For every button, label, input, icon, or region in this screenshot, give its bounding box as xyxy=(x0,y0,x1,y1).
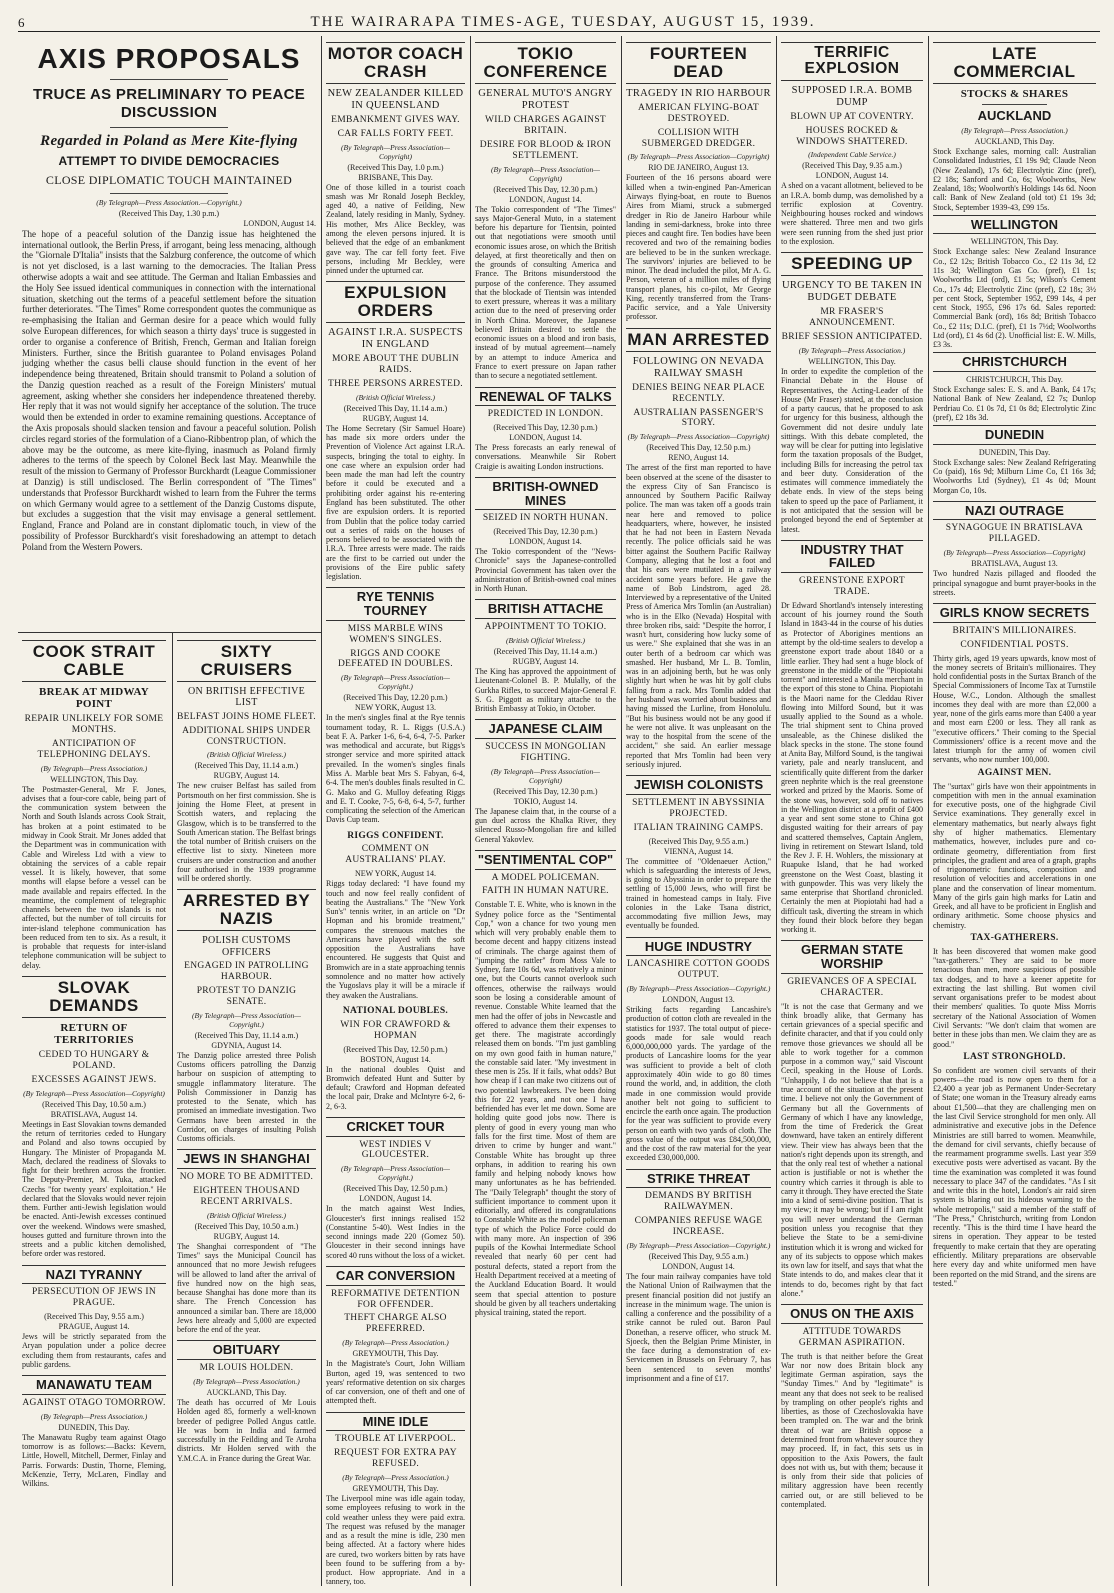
wellington-body: Stock Exchange sales: New Zealand Insurance Co., £2 12s; British Tobacco Co., £2 11s 3d, £2 11s 3d; Wellington Gas Co. (pref), £1 1s; Woolworths Ltd (ord), £1 5s; Wilson's Cement Co., 17s 4d; Electrolytic Zinc (pref), £2 18s; 3½ per cent Stock, September 1952, £99 14s, 4 per cent Stock, 1955, £96 17s 6d. Sales reported: Commercial Bank (ord), 16s 8d; British Tobacco Co., £2 11s; D.I.C. (pref), £1 1s 7½d; Woolworths Ltd (ord), £1 4s 6d (2). Unofficial list: E. W. Mills, £3 3s. xyxy=(933,247,1096,350)
rye-received: (Received This Day, 12.20 p.m.) xyxy=(343,693,448,703)
manawatu-headline: MANAWATU TEAM xyxy=(22,1375,166,1395)
renewal-headline: RENEWAL OF TALKS xyxy=(475,387,616,407)
slovak-dateline: BRATISLAVA, August 14. xyxy=(50,1109,138,1119)
doubles-headline: NATIONAL DOUBLES. xyxy=(342,1005,449,1016)
strike-headline: STRIKE THREAT xyxy=(626,1169,771,1189)
girls-sub3: AGAINST MEN. xyxy=(977,767,1052,778)
slovak-body: Meetings in East Slovakian towns demanded the return of territories ceded to Hungary and Poland and also towns occupied by Hungary. The Minister of Propaganda M. Mach, declared the readiness of Slovaks to fight for their brethren across the frontier. The Deputy-Premier, M. Tuka, attacked Czechs "for twenty years' exploitation." He declared that the Slovaks would never rejoin them. Further anti-Jewish legislation would be enacted. Anti-Jewish excesses continued over the weekend. Windows were smashed, houses gutted and furniture thrown into the streets and a public kitchen demolished, before order was restored. xyxy=(22,1119,166,1259)
cop-sub2: FAITH IN HUMAN NATURE. xyxy=(482,886,609,897)
speeding-headline: SPEEDING UP xyxy=(781,252,923,276)
cook-byline: (By Telegraph—Press Association.) xyxy=(40,763,148,773)
doubles-article xyxy=(326,1006,465,1111)
masthead xyxy=(18,10,1100,32)
dunedin-dateline: DUNEDIN, This Day. xyxy=(978,447,1051,457)
speeding-body: In order to expedite the completion of the Financial Debate in the House of Representatives, the Acting-Leader of the House (Mr Fraser) stated, at the conclusion of a party caucus, that he proposed to ask for urgency for this business, although the Government did not desire unduly late sittings. With this debate completed, the way will be clear for putting into legislative form the taxation proposals of the Budget, including Bills for increasing the petrol tax and beer duty. Consideration of the estimates will commence immediately the debate ends. In view of the steps being taken to speed up the pace of Parliament, it is not anticipated that the session will be prolonged beyond the end of September at latest. xyxy=(781,367,923,534)
nazityranny-body: Jews will be strictly separated from the Aryan population under a police decree excluding them from restaurants, cafes and public gardens. xyxy=(22,1332,166,1369)
christchurch-dateline: CHRISTCHURCH, This Day. xyxy=(966,375,1063,385)
expulsion-byline: (British Official Wireless.) xyxy=(355,392,436,402)
tokio-sub2: WILD CHARGES AGAINST BRITAIN. xyxy=(484,114,607,136)
industry-sub1: GREENSTONE EXPORT TRADE. xyxy=(799,576,905,597)
cricket-article xyxy=(326,1117,465,1260)
motor-dateline: BRISBANE, This Day. xyxy=(358,172,433,182)
slovak-received: (Received This Day, 10.50 a.m.) xyxy=(42,1099,146,1109)
arrestnazi-sub2: ENGAGED IN PATROLLING HARBOUR. xyxy=(184,961,309,982)
renewal-dateline: LONDON, August 14. xyxy=(509,433,582,443)
arrested-sub2: DENIES BEING NEAR PLACE RECENTLY. xyxy=(632,382,765,404)
fourteen-body: Fourteen of the 16 persons aboard were killed when a twin-engined Pan-American Airways flying-boat, en route to Buenos Aires from Miami, struck a submerged dredger in Rio de Janeiro Harbour while landing in semi-darkness, broke into three pieces and caught fire. Ten bodies have been recovered and two of the remaining bodies are believed to be in the sunken wreckage. The survivors' injuries are believed to be minor. The dead included the pilot, Mr A. G. Person, veteran of a million miles of flying transport planes, his co-pilot, Mr George King, recently transferred from the Trans-Pacific service, and a Yale University professor. xyxy=(626,173,771,322)
latecom-article xyxy=(933,42,1096,495)
attache-body: The King has approved the appointment of Lieutenant-Colonel B. P. Mulally, of the Gurkha Rifles, to succeed Major-General F. S. G. Piggott as military attache to the British Embassy at Tokio, in October. xyxy=(475,667,616,714)
fourteen-sub3: COLLISION WITH SUBMERGED DREDGER. xyxy=(641,127,756,149)
nazioutrage-headline: NAZI OUTRAGE xyxy=(933,501,1096,521)
axis-sub4: CLOSE DIPLOMATIC TOUCH MAINTAINED xyxy=(45,172,293,187)
arrested-body: The arrest of the first man reported to have been observed at the scene of the disaster to the express City of San Francisco is announced by Southern Pacific Railway police. The man was taken off a goods train near here and removed to police headquarters, where, however, he insisted that he had not been in Eastern Nevada recently. The police officials said he was bitter against the Southern Pacific Railway Company, alleging that he lost a foot and that his ears were mutilated in a railway accident some years before. He gave the name of Bob Lindstrom, aged 28. Interviewed by a representative of the United Press of America Mrs Tomlin (an Australian) who is in the Elko (Nevada) Hospital with three broken ribs, said: "Despite the horror, I wasn't hurt, considering how lucky some of us were." She explained that she was in an outer berth of a bedroom car which was smashed. Her husband, Mr L. B. Tomlin, was in an adjoining berth, but he was only slightly hurt when he was hit by golf clubs falling from a rack. Mrs Tomlin added that her husband was worried about business and having missed the Lurline, from Honolulu. "But his business would not be any good if he were not alive. It was unpleasant on the way to the hospital from the scene of the accident," she said. An earlier message reported that Mrs Tomlin had been very seriously injured. xyxy=(626,463,771,769)
huge-sub1: LANCASHIRE COTTON GOODS OUTPUT. xyxy=(627,959,770,981)
axis-sub2: Regarded in Poland as Mere Kite-flying xyxy=(40,132,298,149)
riggs-article xyxy=(326,831,465,1000)
nazityranny-headline: NAZI TYRANNY xyxy=(22,1265,166,1285)
sixty-body: The new cruiser Belfast has sailed from Portsmouth on her first commission. She is joining the Home Fleet, at present in Scottish waters, and replacing the Glasgow, which is to be transferred to the South American station. The Belfast brings the total number of British cruisers on the effective list to sixty. Nineteen more cruisers are under construction and another four authorised in the 1939 programme will be ordered shortly. xyxy=(177,781,316,884)
onus-body: The truth is that neither before the Great War nor now does Britain block any legitimate German aspiration, says the "Sunday Times." And by "legitimate" is meant any that does not seek to be realised by trampling on other people's rights and liberties, as those of Czechoslovakia have been trampled on. The war and the brink threat of war are British oppose a determined front from whatever source they may proceed. If, in fact, this sets us in opposition to the Axis Powers, the fault does not with us, but with them; because it is only from their side that policies of military aggression have been recently carried out, or are still believed to be contemplated. xyxy=(781,1351,923,1509)
attache-headline: BRITISH ATTACHE xyxy=(475,599,616,619)
rye-sub2: RIGGS AND COOKE DEFEATED IN DOUBLES. xyxy=(338,648,453,670)
axis-sub1: TRUCE AS PRELIMINARY TO PEACE DISCUSSION xyxy=(32,86,306,121)
japclaim-byline: (By Telegraph—Press Association—Copyright) xyxy=(491,766,600,785)
column-4 xyxy=(471,38,620,1586)
slovak-sub1: RETURN OF TERRITORIES xyxy=(54,1021,134,1047)
german-sub1: GRIEVANCES OF A SPECIAL CHARACTER. xyxy=(787,976,917,998)
industry-article xyxy=(781,540,923,935)
cook-sub1: BREAK AT MIDWAY POINT xyxy=(38,685,150,711)
column-6 xyxy=(777,38,927,1586)
motor-article xyxy=(326,42,465,275)
sixty-dateline: RUGBY, August 14. xyxy=(213,771,280,781)
axis-sub3: ATTEMPT TO DIVIDE DEMOCRACIES xyxy=(58,154,280,169)
motor-body: One of those killed in a tourist coach smash was Mr Ronald Joseph Beckley, aged 40, a native of Feilding, New Zealand, lately residing in Manly, Sydney. His mother, Mrs Alice Beckley, was among the eleven persons injured. It is believed that the edge of an embankment gave way. The car fell forty feet. Five persons, including Mr Beckley, were pinned under the upturned car. xyxy=(326,182,465,276)
speeding-article xyxy=(781,252,923,534)
shanghai-sub2: EIGHTEEN THOUSAND RECENT ARRIVALS. xyxy=(193,1185,300,1207)
german-article xyxy=(781,940,923,1298)
carconv-article xyxy=(326,1266,465,1406)
mine-dateline: GREYMOUTH, This Day. xyxy=(352,1484,439,1494)
shanghai-sub1: NO MORE TO BE ADMITTED. xyxy=(179,1172,314,1183)
tokio-body: The Tokio correspondent of "The Times" says Major-General Muto, in a statement before his departure for Tientsin, pointed out that negotiations were smooth until economic issues arose, on which the British delayed, at first theoretically and then on the grounds of consulting America and France. The Britons misunderstood the purpose of the conference. They assumed that the blockade of Tientsin was intended to exert pressure, whereas it was a military action due to the need of preserving order in North China. Moreover, the Japanese believed Britain desired to settle the economic issues on a blood and iron basis, instead of by mutual agreement—namely by an attempt to induce America and France to exert pressure on Japan rather than to secure a negotiated settlement. xyxy=(475,204,616,381)
cop-article xyxy=(475,850,616,1317)
fourteen-byline: (By Telegraph—Press Association—Copyright) xyxy=(627,152,770,162)
shanghai-byline: (British Official Wireless.) xyxy=(206,1210,287,1220)
latecom-headline: LATE COMMERCIAL xyxy=(933,42,1096,84)
carconv-byline: (By Telegraph—Press Association.) xyxy=(342,1338,449,1348)
carconv-sub1: REFORMATIVE DETENTION FOR OFFENDER. xyxy=(331,1288,460,1310)
jewish-dateline: VIENNA, August 14. xyxy=(663,846,734,856)
girls-sub2: CONFIDENTIAL POSTS. xyxy=(960,639,1069,650)
obituary-byline: (By Telegraph—Press Association.) xyxy=(193,1377,300,1387)
sixty-sub1: ON BRITISH EFFECTIVE LIST xyxy=(187,685,306,709)
slovak-sub2: CEDED TO HUNGARY & POLAND. xyxy=(38,1049,150,1071)
girls-article xyxy=(933,603,1096,1288)
jewish-sub1: SETTLEMENT IN ABYSSINIA PROJECTED. xyxy=(632,797,765,819)
nazityranny-article xyxy=(22,1265,166,1370)
girls-sub5: LAST STRONGHOLD. xyxy=(963,1051,1066,1062)
expulsion-article xyxy=(326,281,465,581)
attache-byline: (British Official Wireless.) xyxy=(505,636,586,645)
arrestnazi-sub3: PROTEST TO DANZIG SENATE. xyxy=(196,985,297,1007)
sixty-article xyxy=(177,640,316,883)
cook-dateline: WELLINGTON, This Day. xyxy=(50,774,138,784)
jewish-headline: JEWISH COLONISTS xyxy=(626,775,771,795)
axis-received: (Received This Day, 1.30 p.m.) xyxy=(118,208,220,218)
expulsion-headline: EXPULSION ORDERS xyxy=(326,281,465,323)
divider xyxy=(110,127,228,128)
sixty-sub2: BELFAST JOINS HOME FLEET. xyxy=(177,711,316,722)
arrestnazi-byline: (By Telegraph—Press Association—Copyright.) xyxy=(192,1010,301,1029)
huge-byline: (By Telegraph—Press Association—Copyright.) xyxy=(626,984,771,994)
nazioutrage-body: Two hundred Nazis pillaged and flooded the principal synagogue and burnt prayer-books in the streets. xyxy=(933,569,1096,597)
japclaim-article xyxy=(475,719,616,844)
speeding-sub1: URGENCY TO BE TAKEN IN BUDGET DEBATE xyxy=(781,280,923,304)
christchurch-heading: CHRISTCHURCH xyxy=(933,352,1096,372)
industry-headline: INDUSTRY THAT FAILED xyxy=(781,540,923,573)
britowned-article xyxy=(475,477,616,594)
britowned-received: (Received This Day, 12.30 p.m.) xyxy=(493,527,598,537)
industry-body: Dr Edward Shortland's intensely interesting account of his journey round the South Island in 1843-44 in the course of his duties as Protector of Aborigines mentions an attempt by the old-time sealers to develop a greenstone export trade about 1840 or a little earlier. They had sent a huge block of greenstone in the middle of the "Piopiotahi torrent" and interested a Manila merchant in the export of this stone to China. Piopiotahi is the Maori name for the Cleddau River flowing into Milford Sound, but it was usually applied to the Sound as a whole. The trial shipment sent to China proved unsaleable, as the Chinese disliked the black specks in the stone. The stone found at Anita Bay, Milford Sound, is the tangiwai variety, pale and nearly translucent, and scientifically quite different from the darker green nephrite which is the real greenstone worked and prized by the Maoris. Some of the stone was, however, sold off to natives in the Wellington district at a profit of £400 a year and sent some stone to China got disgusted waiting for their arrears of pay and scattered themselves, Captain Anglem, living in retirement on Stewart Island, told the Rev J. F. H. Wohlers, the missionary at Ruapuke Island, that he had worked greenstone on the West Coast, blasting it with gunpowder. This was very likely the same enterprise that Shortland chronicled. Certainly the men at Piopiotahi had had a difficult task, diverting the stream in which they found their block before they began working it. xyxy=(781,600,923,935)
cop-sub1: A MODEL POLICEMAN. xyxy=(491,872,600,883)
divider xyxy=(982,104,1047,105)
axis-dateline: LONDON, August 14. xyxy=(243,218,316,228)
slovak-article xyxy=(22,976,166,1259)
expulsion-body: The Home Secretary (Sir Samuel Hoare) has made six more orders under the Prevention of Violence Act against I.R.A. suspects, bringing the total to eighty. In one case where an expulsion order had been made the man had left the country before it could be executed and a prohibiting order against his re-entering England has been substituted. The other five are expulsion orders. It is reported from Dublin that the police today carried out a series of raids on the houses of persons believed to be associated with the I.R.A. Three arrests were made. The raids are the first to be carried out under the provisions of the Eire public safety legislation. xyxy=(326,423,465,582)
speeding-sub3: BRIEF SESSION ANTICIPATED. xyxy=(781,332,923,343)
sixty-byline: (British Official Wireless.) xyxy=(206,750,287,760)
jewish-article xyxy=(626,775,771,931)
terrific-article xyxy=(781,42,923,246)
cricket-body: In the match against West Indies, Gloucester's first innings realised 152 (Constantine 5-40). West Indies in the second innings made 220 (Gomez 50). Gloucester in their second innings have scored 40 runs without the loss of a wicket. xyxy=(326,1204,465,1260)
arrestnazi-dateline: GDYNIA, August 14. xyxy=(211,1040,282,1050)
arrested-dateline: RENO, August 14. xyxy=(668,453,729,463)
mine-sub2: REQUEST FOR EXTRA PAY REFUSED. xyxy=(334,1448,457,1470)
shanghai-dateline: RUGBY, August 14. xyxy=(213,1231,280,1241)
shanghai-body: The Shanghai correspondent of "The Times" says the Municipal Council has announced that no more Jewish refugees will be allowed to land after the arrival of five hundred now on the high seas, because Shanghai has done more than its share. The French Concession has announced a similar ban. There are 18,000 Jews here already and 5,000 are expected before the end of the year. xyxy=(177,1241,316,1335)
shanghai-headline: JEWS IN SHANGHAI xyxy=(177,1149,316,1169)
carconv-body: In the Magistrate's Court, John William Burton, aged 19, was sentenced to two years' reformative detention on six charges of car conversion, one of theft and one of attempted theft. xyxy=(326,1359,465,1406)
latecom-sub1: STOCKS & SHARES xyxy=(960,87,1069,100)
fourteen-sub1: TRAGEDY IN RIO HARBOUR xyxy=(626,87,771,99)
fourteen-sub2: AMERICAN FLYING-BOAT DESTROYED. xyxy=(638,102,759,124)
terrific-sub3: HOUSES ROCKED & WINDOWS SHATTERED. xyxy=(796,125,908,147)
cricket-byline: (By Telegraph—Press Association—Copyright.) xyxy=(341,1164,450,1183)
arrested-headline: MAN ARRESTED xyxy=(626,328,771,352)
arrestnazi-body: The Danzig police arrested three Polish Customs officers patrolling the Danzig harbour on suspicion of attempting to smuggle inflammatory literature. The Polish Commissioner in Danzig has protested to the Senate, which has promised an immediate investigation. Two Germans have been arrested in the Corridor, on charges of insulting Polish Customs officials. xyxy=(177,1050,316,1144)
japclaim-received: (Received This Day, 12.30 p.m.) xyxy=(493,786,598,796)
axis-body: The hope of a peaceful solution of the Danzig issue has heightened the international outlook, the Berlin Press, if arrogant, being less menacing, although the "Giornale D'Italia" insists that the Salzburg conference, the outcome of which is not yet disclosed, is a last warning to the democracies. The Italian Press otherwise adopts a wait and see attitude. The German and Italian Embassies and the Holy See issued identical communiques in connection with the international situation, sketching out the terms of a peaceful settlement before the situation further deteriorates. "The Times" Rome correspondent quotes the communique as re-emphasising the Italian and German desire for a peace which would fully solve European differences, for which season a thirty days' truce is suggested in order to organise a conference of British, French, German and Italian foreign Ministers. Further, since the British guarantee to Poland envisages Poland judging whether the casus belli clause should function in the event of her independence being threatened, Britain should transmit to Poland a solution of the Danzig question reached as a result of the Foreign Ministers' mutual agreement, asking whether she considers her independence threatened thereby. Her reply that it was not would signify her acceptance of the solution. The truce would then be extended in order to examine remaining questions. Acceptance of the Axis proposals should slacken tension and favour a peaceful solution. Polish circles regard stories of the formulation of a Ciano-Ribbentrop plan, of which the above may be the outcome, as mere kite-flying, inasmuch as Poland firmly adheres to the terms of the speech by Colonel Beck last May. Meanwhile the result of the mission to Germany of Professor Burckhardt (League Commissioner at Danzig) is still undisclosed. The Berlin correspondent of "The Times" understands that Professor Burckhardt wished to learn from the Fuhrer the terms on which Germany would agree to a settlement of the Danzig Customs dispute, but excludes a suggestion that the visit may envisage a general settlement. England, France and Poland are in constant diplomatic touch, in view of the possibility of Professor Burckhardt's visit foreshadowing an attempt to detach Poland from the Western Powers. xyxy=(22,228,316,552)
doubles-dateline: BOSTON, August 14. xyxy=(360,1054,431,1064)
shanghai-article xyxy=(177,1149,316,1334)
onus-headline: ONUS ON THE AXIS xyxy=(781,1304,923,1324)
terrific-dateline: LONDON, August 14. xyxy=(815,171,889,181)
tokio-byline: (By Telegraph—Press Association—Copyright) xyxy=(491,164,600,183)
christchurch-body: Stock Exchange sales: E. S. and A. Bank, £4 17s; National Bank of New Zealand, £2 7s; Dunlop Perdriau Co. £1 0s 7d, £1 0s 8d; Electrolytic Zinc (pref), £2 18s 3d. xyxy=(933,385,1096,422)
arrestnazi-headline: ARRESTED BY NAZIS xyxy=(177,889,316,931)
arrestnazi-received: (Received This Day, 11.14 a.m.) xyxy=(194,1030,299,1040)
auckland-dateline: AUCKLAND, This Day. xyxy=(974,136,1055,146)
doubles-body: In the national doubles Quist and Bromwich defeated Hunt and Sutter by default; Crawford and Hopman defeated the local pair, Drake and McIntyre 6-2, 6-2, 6-3. xyxy=(326,1064,465,1111)
newspaper-title: THE WAIRARAPA TIMES-AGE, TUESDAY, AUGUST 15, 1939. xyxy=(310,14,816,30)
cook-body: The Postmaster-General, Mr F. Jones, advises that a four-core cable, being part of the communication system between the North and South Islands across Cook Strait, has broken at a point estimated to be midway in Cook Strait. Mr Jones added that the Department was in communication with Cable and Wireless Ltd with a view to obtaining the services of a cable repair vessel. It is likely, however, that some months will elapse before a vessel can be made available and repairs effected. In the meantime, the complement of telegraphic channels between the two islands is not affected, but the number of toll circuits for inter-island telephone communication has been reduced from ten to six. As a result, it is probable that requests for inter-island telephone communication will be subject to delay. xyxy=(22,784,166,970)
nazityranny-sub1: PERSECUTION OF JEWS IN PRAGUE. xyxy=(31,1287,157,1309)
strike-article xyxy=(626,1169,771,1384)
terrific-body: A shed on a vacant allotment, believed to be an I.R.A. bomb dump, was demolished by a terrific explosion at Coventry. Neighbouring houses rocked and windows were shattered. Three men and two girls were seen running from the shed just prior to the explosion. xyxy=(781,181,923,247)
huge-headline: HUGE INDUSTRY xyxy=(626,937,771,957)
nazityranny-dateline: PRAGUE, August 14. xyxy=(58,1322,130,1332)
manawatu-body: The Manawatu Rugby team against Otago tomorrow is as follows:—Backs: Kevern, Little, Howell, Mitchell, Dermer, Finlay and Parris. Forwards: Dustin, Thorne, Fleming, McKenzie, Terry, McLaren, Findlay and Wilkins. xyxy=(22,1432,166,1489)
rye-headline: RYE TENNIS TOURNEY xyxy=(326,587,465,620)
motor-received: (Received This Day, 1.0 p.m.) xyxy=(347,162,444,172)
girls-body: Thirty girls, aged 19 years upwards, know most of the money secrets of Britain's millionaires. They hold confidential posts in the Surtax Branch of the Special Commissioners of Income Tax at Turnstile House, W.C., London. Although the smallest incomes they deal with are more than £2,000 a year, none of the girls earns more than £400 a year and most earn £200 or less. They all rank as "executive officers." Their coming to the Special Commissioners' office is a recent move and the latest triumph for the army of women civil servants, who now number 100,000. xyxy=(933,653,1096,765)
cop-headline: "SENTIMENTAL COP" xyxy=(475,850,616,870)
doubles-sub1: WIN FOR CRAWFORD & HOPMAN xyxy=(340,1019,451,1041)
terrific-sub2: BLOWN UP AT COVENTRY. xyxy=(790,111,914,122)
attache-dateline: RUGBY, August 14. xyxy=(512,657,579,666)
girls-sub4: TAX-GATHERERS. xyxy=(970,932,1059,943)
speeding-sub2: MR FRASER'S ANNOUNCEMENT. xyxy=(809,307,895,329)
huge-article xyxy=(626,937,771,1163)
britowned-dateline: LONDON, August 14. xyxy=(509,537,582,547)
german-body: "It is not the case that Germany and we think broadly alike, that Germany has certain grievances of a special specific and definite character, and that if you could only remove those grievances we should all be able to work together for a common purpose in a common way," said Viscount Cecil, speaking in the House of Lords. "Unhappily, I do not believe that that is a true account of the situation at the present time. I believe not only the Government of Germany but all the Governments of Germany of which I have any knowledge, from the time of Frederick the Great downward, have taken an entirely different view. Their view has always been that the nation's right depends upon its strength, and that the only real test of whether a national action is justifiable or not is whether the country which carries it through is able to carry it through. They have erected the State into a kind of semi-divine position. That is my view; it may be wrong; but if I am right you will never understand the German position unless you recognise that they believe the State to be a semi-divine institution which it is wrong and wicked for any of its subjects to oppose which makes its own law for itself, and says that what the State intends to do, and makes clear that it intends to do, becomes right by that fact alone." xyxy=(781,1001,924,1298)
wellington-heading: WELLINGTON xyxy=(933,215,1096,235)
strike-dateline: LONDON, August 14. xyxy=(662,1261,735,1271)
axis-headline: AXIS PROPOSALS xyxy=(37,43,301,74)
expulsion-sub1: AGAINST I.R.A. SUSPECTS IN ENGLAND xyxy=(328,327,463,351)
strike-byline: (By Telegraph—Press Association—Copyright.) xyxy=(626,1240,771,1250)
cook-article xyxy=(22,640,166,970)
strike-sub2: COMPANIES REFUSE WAGE INCREASE. xyxy=(634,1216,763,1238)
fourteen-dateline: RIO DE JANEIRO, August 13. xyxy=(648,163,749,173)
manawatu-byline: (By Telegraph—Press Association.) xyxy=(40,1411,148,1421)
riggs-dateline: NEW YORK, August 14. xyxy=(354,869,437,879)
strike-body: The four main railway companies have told the National Union of Railwaymen that the present financial position did not justify an increase in the minimum wage. The union is calling a conference and the possibility of a strike cannot be ruled out. Baron Paul Donethan, a reserve officer, who struck M. Sjoeck, then the Belgian Prime Minister, in the face during a demonstration of ex-Servicemen in Brussels on February 7, has been sentenced to seven months' imprisonment and a fine of £17. xyxy=(626,1271,771,1383)
jewish-sub2: ITALIAN TRAINING CAMPS. xyxy=(633,822,764,833)
speeding-byline: (By Telegraph—Press Association.) xyxy=(798,346,906,356)
tokio-received: (Received This Day, 12.30 p.m.) xyxy=(493,184,598,194)
divider xyxy=(110,193,228,194)
carconv-dateline: GREYMOUTH, This Day. xyxy=(352,1349,439,1359)
onus-sub1: ATTITUDE TOWARDS GERMAN ASPIRATION. xyxy=(798,1326,906,1348)
nazioutrage-dateline: BRATISLAVA, August 13. xyxy=(971,559,1058,569)
auckland-heading: AUCKLAND xyxy=(977,108,1052,124)
onus-article xyxy=(781,1304,923,1509)
terrific-headline: TERRIFIC EXPLOSION xyxy=(781,42,923,81)
rye-dateline: NEW YORK, August 13. xyxy=(354,703,437,713)
arrested-byline: (By Telegraph—Press Association—Copyright) xyxy=(627,432,770,442)
mine-byline: (By Telegraph—Press Association.) xyxy=(342,1473,449,1483)
rye-article xyxy=(326,587,465,824)
cricket-sub1: WEST INDIES V GLOUCESTER. xyxy=(359,1139,432,1161)
cricket-received: (Received This Day, 12.50 p.m.) xyxy=(343,1184,448,1194)
dunedin-heading: DUNEDIN xyxy=(933,425,1096,445)
cop-body: Constable T. E. White, who is known in the Sydney police force as the "Sentimental Cop," won a chance for two young men which will very probably enable them to become decent and happy citizens instead of criminals. The charge against them of "jumping the rattler" from Moss Vale to Sydney, fare 10s 6d, was relatively a minor one, but the Courts cannot overlook such offences, otherwise the railways would soon be losing a considerable amount of revenue. Constable White learned that the men had the offer of jobs in Newcastle and offered to advance them their expenses to get there. The magistrate accordingly released them on bonds. "I'm just gambling on my own good faith in human nature," the constable said later. "My investment in these men is 25s. If it fails, what odds? But how cheap if I can make two citizens out of two potential lawbreakers. I've been doing this for 22 years, and not one I have befriended has ever let me down. Some are holding quite good jobs now. There is plenty of good in every young man who falls for the first time. Most of them are driven to crime by hunger and want." Constable White has brought up three orphans, in addition to rearing his own family and helping nobody knows how many unfortunates as he has befriended. The "Daily Telegraph" thought the story of sufficient importance to comment upon it editorially, and offered its congratulations to Constable White as the model policeman type of which the Police Force could do with many more. An inspection of 396 pupils of the Kowhai Intermediate School revealed that nearly 60 per cent had postural defects, stated a report from the Health Department received at a meeting of the Auckland Education Board. It would seem that special attention to posture should be given by all teachers undertaking physical training, stated the report. xyxy=(475,900,616,1318)
arrested-article xyxy=(626,328,771,769)
cook-headline: COOK STRAIT CABLE xyxy=(22,640,166,682)
manawatu-sub1: AGAINST OTAGO TOMORROW. xyxy=(22,1397,166,1408)
mine-body: The Liverpool mine was idle again today, some employees refusing to work in the cold weather unless they were paid extra. The request was refused by the manager and as a result the mine is idle, 230 men being affected. At a factory where hides are cured, two workers bitten by rats have been found to be suffering from a by-product. How appropriate. And in a tannery, too. xyxy=(326,1494,465,1586)
axis-byline: (By Telegraph—Press Association.—Copyright.) xyxy=(96,197,242,207)
column-1-lower xyxy=(18,636,170,1586)
nazityranny-received: (Received This Day, 9.55 a.m.) xyxy=(44,1312,144,1322)
auckland-body: Stock Exchange sales, morning call: Australian Consolidated Industries, £1 19s 9d; Claude Neon (New Zealand), 17s 6d; Electrolytic Zinc (pref), £2 18s; Sanford and Co, 6s; Woolworths, New Zealand, 18s; Woolworth's Holdings 14s 6d. Noon call: Bank of New Zealand (old tot) £1 19s 3d; Stock, September 1939-43, £99 15s. xyxy=(933,146,1096,212)
girls-headline: GIRLS KNOW SECRETS xyxy=(933,603,1096,623)
axis-article xyxy=(18,38,320,630)
girls-body3: It has been discovered that women make good "tax-gatherers." They are said to be more tenacious than men, more suspicious of possible tax dodges, and to have a keener appetite for extracting the last shilling. But women civil servant organisations prefer to be modest about their members' qualities. To quote Miss Morris secretary of the National Association of Women Civil Servants: "We don't claim that women are better in these jobs than men. We claim they are as good." xyxy=(933,946,1096,1049)
manawatu-dateline: DUNEDIN, This Day. xyxy=(58,1422,130,1432)
strike-sub1: DEMANDS BY BRITISH RAILWAYMEN. xyxy=(645,1191,752,1213)
obituary-body: The death has occurred of Mr Louis Holden aged 85, formerly a well-known breeder of pedigree Polled Angus cattle. He was born in India and farmed successfully in the Feilding and Te Aroha districts. Mr Holden served with the Y.M.C.A. in France during the Great War. xyxy=(177,1398,316,1463)
sixty-headline: SIXTY CRUISERS xyxy=(177,640,316,682)
britowned-body: The Tokio correspondent of the "News-Chronicle" says the Japanese-controlled Provincial Government has taken over the administration of British-owned coal mines in North Hunan. xyxy=(475,547,616,594)
nazioutrage-byline: (By Telegraph—Press Association—Copyright) xyxy=(943,548,1086,558)
arrestnazi-sub1: POLISH CUSTOMS OFFICERS xyxy=(202,935,291,958)
huge-dateline: LONDON, August 13. xyxy=(662,995,735,1005)
tokio-article xyxy=(475,42,616,381)
strike-received: (Received This Day, 9.55 a.m.) xyxy=(648,1251,749,1261)
renewal-received: (Received This Day, 12.30 p.m.) xyxy=(493,423,598,433)
mine-sub1: TROUBLE AT LIVERPOOL. xyxy=(335,1434,456,1445)
terrific-received: (Received This Day, 9.35 a.m.) xyxy=(802,161,902,171)
dunedin-body: Stock Exchange sales: New Zealand Refrigerating Co (paid), 16s 9d; Milburn Lime Co, £1 16s 3d; Woolworths Ltd (Sydney), £1 4s 0d; Mount Morgan Co, 10s. xyxy=(933,457,1096,495)
divider xyxy=(110,79,228,80)
terrific-sub1: SUPPOSED I.R.A. BOMB DUMP xyxy=(791,84,913,108)
jewish-body: The committee of "Oldenaeuer Action," which is safeguarding the interests of Jews, is going to Abyssinia in order to prepare the settling of 15,000 Jews, who will first be trained in homestead camps in Italy. Five colonies in the Lake Tsana district, accommodating five million Jews, may eventually be founded. xyxy=(626,856,771,931)
rye-byline: (By Telegraph—Press Association—Copyright.) xyxy=(341,673,450,692)
nazioutrage-sub1: SYNAGOGUE IN BRATISLAVA PILLAGED. xyxy=(945,523,1084,545)
expulsion-sub2: MORE ABOUT THE DUBLIN RAIDS. xyxy=(331,354,460,376)
cricket-headline: CRICKET TOUR xyxy=(326,1117,465,1137)
page-number: 6 xyxy=(18,15,26,30)
arrested-sub3: AUSTRALIAN PASSENGER'S STORY. xyxy=(633,407,764,429)
shanghai-received: (Received This Day, 10.50 a.m.) xyxy=(194,1221,299,1231)
attache-sub1: APPOINTMENT TO TOKIO. xyxy=(484,622,607,633)
cook-sub3: ANTICIPATION OF TELEPHONING DELAYS. xyxy=(37,738,151,760)
girls-body2: The "surtax" girls have won their appointments in competition with men in the annual examination for executive posts, one of the highgrade Civil Service examinations. They generally excel in elementary mathematics, but nearly always fight shy of higher mathematics. Elementary mathematics, however, includes pure and co-ordinate geometry, differentiation from first principles, the gradient and area of a graph, graphs of trigonometric functions, composition and resolution of velocities and accelerations in one plane and the conservation of linear momentum. Many of the girls gain high marks for Latin and Greek, and all have to be proficient in English and ordinary arithmetic. Some choose physics and chemistry. xyxy=(933,781,1096,930)
slovak-headline: SLOVAK DEMANDS xyxy=(22,976,166,1018)
arrested-sub1: FOLLOWING ON NEVADA RAILWAY SMASH xyxy=(632,355,765,379)
renewal-sub1: PREDICTED IN LONDON. xyxy=(487,409,604,420)
attache-article xyxy=(475,599,616,713)
huge-body: Striking facts regarding Lancashire's production of cotton cloth are revealed in the statistics for 1937. The total output of piece-goods made for sale would reach 6,000,000,000 yards. The yardage of the products of Lancashire looms for the year was sufficient to provide a belt of cloth approximately 40in wide to go 80 times round the world, and, in addition, the cloth made in one commission would provide another belt not going to sufficient to encircle the earth once again. The production for the year was sufficient to provide every person on earth with two yards of cloth. The gross value of the output was £84,500,000, and the cost of the raw material for the year exceeded £30,000,000. xyxy=(626,1005,771,1163)
expulsion-sub3: THREE PERSONS ARRESTED. xyxy=(328,378,463,389)
manawatu-article xyxy=(22,1375,166,1488)
fourteen-article xyxy=(626,42,771,322)
tokio-dateline: LONDON, August 14. xyxy=(509,194,582,204)
mine-article xyxy=(326,1412,465,1586)
obituary-headline: OBITUARY xyxy=(177,1340,316,1360)
german-headline: GERMAN STATE WORSHIP xyxy=(781,940,923,973)
rye-sub1: MISS MARBLE WINS WOMEN'S SINGLES. xyxy=(347,623,444,645)
motor-sub3: CAR FALLS FORTY FEET. xyxy=(337,128,454,139)
sixty-received: (Received This Day, 11.14 a.m.) xyxy=(194,761,299,771)
jewish-received: (Received This Day, 9.55 a.m.) xyxy=(648,836,749,846)
mine-headline: MINE IDLE xyxy=(326,1412,465,1432)
japclaim-headline: JAPANESE CLAIM xyxy=(475,719,616,739)
auckland-byline: (By Telegraph—Press Association.) xyxy=(961,125,1068,135)
obituary-article xyxy=(177,1340,316,1462)
tokio-sub3: DESIRE FOR BLOOD & IRON SETTLEMENT. xyxy=(479,139,612,161)
column-7 xyxy=(929,38,1100,1586)
renewal-article xyxy=(475,387,616,471)
riggs-body: Riggs today declared: "I have found my touch and now feel really confident of beating the Australians." The "New York Sun's" tennis writer, in an article on "Dr Hopman and his bromide treatment," compares the strenuous matches the Americans have played with the soft opposition the Australians have encountered. He suggests that Quist and Bromwich are in a state approaching tennis somnolence and no matter how actively the Yugoslavs play it will be a miracle if they awaken the Australians. xyxy=(326,879,465,1000)
motor-byline: (By Telegraph—Press Association—Copyright) xyxy=(341,142,450,161)
terrific-byline: (Independent Cable Service.) xyxy=(808,150,896,160)
section-rule xyxy=(18,632,321,633)
slovak-byline: (By Telegraph—Press Association—Copyright) xyxy=(23,1088,165,1098)
renewal-body: The Press forecasts an early renewal of conversations. Meanwhile Sir Robert Craigie is awaiting London instructions. xyxy=(475,443,616,471)
girls-sub1: BRITAIN'S MILLIONAIRES. xyxy=(952,625,1077,636)
riggs-headline: RIGGS CONFIDENT. xyxy=(347,830,444,841)
sixty-sub3: ADDITIONAL SHIPS UNDER CONSTRUCTION. xyxy=(182,725,311,747)
japclaim-body: The Japanese claim that, in the course of a gun duel across the Khalka River, they silenced Russo-Mongolian fire and killed General Yakovlev. xyxy=(475,806,616,844)
wellington-dateline: WELLINGTON, This Day. xyxy=(970,237,1059,247)
column-2-lower xyxy=(173,636,320,1586)
arrestnazi-article xyxy=(177,889,316,1143)
nazioutrage-article xyxy=(933,501,1096,597)
tokio-headline: TOKIO CONFERENCE xyxy=(475,42,616,84)
speeding-dateline: WELLINGTON, This Day. xyxy=(808,357,896,367)
motor-sub1: NEW ZEALANDER KILLED IN QUEENSLAND xyxy=(327,87,464,111)
motor-sub2: EMBANKMENT GIVES WAY. xyxy=(331,114,460,125)
carconv-sub2: THEFT CHARGE ALSO PREFERRED. xyxy=(344,1313,447,1335)
cricket-dateline: LONDON, August 14. xyxy=(359,1194,432,1204)
britowned-headline: BRITISH-OWNED MINES xyxy=(475,477,616,510)
column-5 xyxy=(622,38,775,1586)
arrested-received: (Received This Day, 12.50 p.m.) xyxy=(646,443,751,453)
riggs-sub1: COMMENT ON AUSTRALIANS' PLAY. xyxy=(345,844,446,866)
japclaim-dateline: TOKIO, August 14. xyxy=(513,796,578,806)
tokio-sub1: GENERAL MUTO'S ANGRY PROTEST xyxy=(478,87,613,111)
britowned-sub1: SEIZED IN NORTH HUNAN. xyxy=(482,513,609,524)
fourteen-headline: FOURTEEN DEAD xyxy=(626,42,771,84)
motor-headline: MOTOR COACH CRASH xyxy=(326,42,465,84)
girls-body4: So confident are women civil servants of their powers—the road is now open to them for a £2,400 a year job as Permanent Under-Secretary of State; one woman in the Treasury already earns about £1,500—that they are challenging men on the last Civil Service stronghold for men only. All administrative and executive jobs in the Defence Ministries are still barred to women. Meanwhile, the demand for civil servants, chiefly because of the rearmament programme swells. Last year 359 executive posts were advertised as vacant. By the time the examination was completed it was found necessary to place 347 of the candidates. "As I sit and write this in the hotel, London's air raid siren system is blaring out its hideous warning to the whole metropolis," said a member of the staff of "The Press," Christchurch, writing from London recently. "This is the third time I have heard the sirens in operation. They appear to be tested frequently to make certain that they are operating efficiently. Military preparations are observable here every day and white uniformed men have been reported on the mid Strand, and the sirens are tested." xyxy=(933,1065,1096,1288)
column-3 xyxy=(322,38,469,1586)
slovak-sub3: EXCESSES AGAINST JEWS. xyxy=(31,1074,157,1085)
obituary-dateline: AUCKLAND, This Day. xyxy=(206,1388,287,1398)
expulsion-dateline: RUGBY, August 14. xyxy=(362,413,429,423)
japclaim-sub1: SUCCESS IN MONGOLIAN FIGHTING. xyxy=(485,741,606,763)
carconv-headline: CAR CONVERSION xyxy=(326,1266,465,1286)
cook-sub2: REPAIR UNLIKELY FOR SOME MONTHS. xyxy=(24,713,164,735)
expulsion-received: (Received This Day, 11.14 a.m.) xyxy=(343,403,448,413)
doubles-received: (Received This Day, 12.50 p.m.) xyxy=(343,1044,448,1054)
attache-received: (Received This Day, 11.14 a.m.) xyxy=(493,647,598,656)
obituary-sub1: MR LOUIS HOLDEN. xyxy=(199,1363,294,1374)
rye-body: In the men's singles final at the Rye tennis tournament today, R. L. Riggs (U.S.A.) beat F. A. Parker 1-6, 6-4, 6-4, 7-5. Parker was methodical and accurate, but Riggs's stronger service and more spirited attack prevailed. In the women's singles finals Miss A. Marble beat Mrs S. Fabyan, 6-4, 6-4. The men's doubles finals resulted in C. G. Mako and G. Mulloy defeating Riggs and E. T. Cooke, 7-5, 6-8, 6-4, 5-7, further complicating the selection of the American Davis Cup team. xyxy=(326,713,465,825)
